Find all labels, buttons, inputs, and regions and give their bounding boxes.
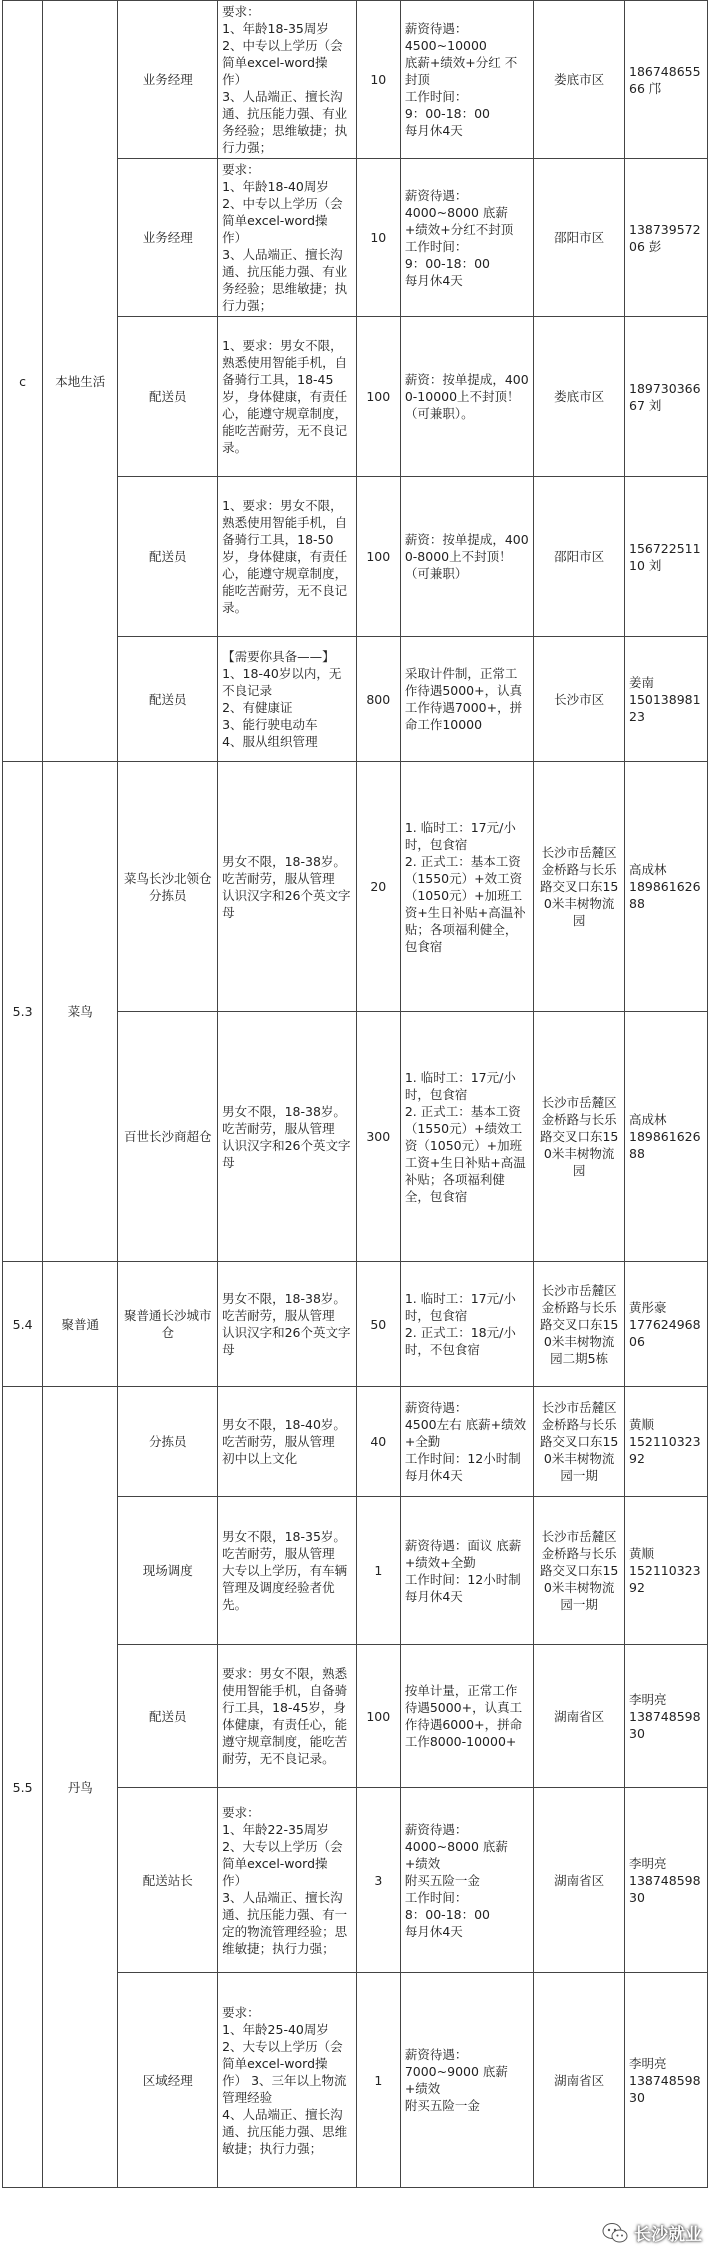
job-position: 配送员 [118, 637, 218, 762]
job-requirements: 要求： 1、年龄22-35周岁 2、大专以上学历（会简单excel-word操作） 3、人品端正、擅长沟通、抗压能力强、有一定的物流管理经验；思维敏捷；执行力强； [218, 1788, 357, 1973]
job-pay: 薪资：按单提成，4000-8000上不封顶！（可兼职） [400, 477, 533, 637]
job-count: 100 [356, 477, 400, 637]
watermark [602, 2220, 702, 2245]
job-location: 长沙市岳麓区金桥路与长乐路交叉口东150米丰树物流园 [534, 762, 625, 1012]
company-name: 丹鸟 [43, 1387, 118, 2188]
job-requirements: 要求： 1、年龄18-40周岁 2、中专以上学历（会简单excel-word操作） 3、人品端正、擅长沟通、抗压能力强、有业务经验；思维敏捷；执行力强； [218, 159, 357, 317]
job-count: 300 [356, 1012, 400, 1262]
job-contact: 18973036667 刘 [625, 317, 708, 477]
job-count: 800 [356, 637, 400, 762]
jobs-table [2, 0, 708, 2188]
job-requirements: 要求： 1、年龄18-35周岁 2、中专以上学历（会简单excel-word操作） 3、人品端正、擅长沟通、抗压能力强、有业务经验；思维敏捷；执行力强； [218, 1, 357, 159]
job-pay: 采取计件制，正常工作待遇5000+，认真工作待遇7000+，拼命工作10000 [400, 637, 533, 762]
job-requirements: 男女不限，18-38岁。 吃苦耐劳，服从管理 认识汉字和26个英文字母 [218, 1262, 357, 1387]
job-contact: 李明亮 13874859830 [625, 1973, 708, 2188]
job-requirements: 【需要你具备——】 1、18-40岁以内，无不良记录 2、有健康证 3、能行驶电动车 4、服从组织管理 [218, 637, 357, 762]
job-contact: 姜南 15013898123 [625, 637, 708, 762]
job-position: 聚普通长沙城市仓 [118, 1262, 218, 1387]
job-count: 50 [356, 1262, 400, 1387]
job-pay: 按单计量，正常工作待遇5000+，认真工作待遇6000+，拼命工作8000-10000+ [400, 1645, 533, 1788]
job-contact: 黄彤豪 17762496806 [625, 1262, 708, 1387]
company-name: 本地生活 [43, 1, 118, 762]
job-contact: 18674865566 邝 [625, 1, 708, 159]
wechat-icon [602, 2222, 628, 2244]
job-pay: 薪资：按单提成，4000-10000上不封顶！（可兼职）。 [400, 317, 533, 477]
job-pay: 薪资待遇： 4000~8000 底薪+绩效 附买五险一金 工作时间： 8：00-18：00 每月休4天 [400, 1788, 533, 1973]
job-contact: 黄顺 15211032392 [625, 1497, 708, 1645]
job-pay: 1. 临时工：17元/小时，包食宿 2. 正式工：基本工资（1550元）+效工资（1050元）+加班工资+生日补贴+高温补贴；各项福利健全，包食宿 [400, 762, 533, 1012]
job-contact: 高成林 18986162688 [625, 1012, 708, 1262]
job-count: 100 [356, 1645, 400, 1788]
table-row [3, 1262, 708, 1387]
company-name: 聚普通 [43, 1262, 118, 1387]
job-pay: 1. 临时工：17元/小时，包食宿 2. 正式工：基本工资（1550元）+绩效工资（1050元）+加班工资+生日补贴+高温补贴；各项福利健全，包食宿 [400, 1012, 533, 1262]
job-position: 区域经理 [118, 1973, 218, 2188]
job-requirements: 男女不限，18-35岁。 吃苦耐劳，服从管理 大专以上学历，有车辆管理及调度经验者优先。 [218, 1497, 357, 1645]
group-seq: 5.5 [3, 1387, 43, 2188]
table-row [3, 762, 708, 1012]
job-count: 1 [356, 1973, 400, 2188]
job-requirements: 要求： 1、年龄25-40周岁 2、大专以上学历（会简单excel-word操作） 3、三年以上物流管理经验 4、人品端正、擅长沟通、抗压能力强、思维敏捷；执行力强； [218, 1973, 357, 2188]
job-position: 业务经理 [118, 159, 218, 317]
job-location: 娄底市区 [534, 1, 625, 159]
job-contact: 13873957206 彭 [625, 159, 708, 317]
job-count: 10 [356, 159, 400, 317]
job-pay: 薪资待遇： 4000~8000 底薪+绩效+分红不封顶 工作时间： 9：00-18：00 每月休4天 [400, 159, 533, 317]
job-location: 邵阳市区 [534, 159, 625, 317]
job-count: 100 [356, 317, 400, 477]
job-position: 配送员 [118, 1645, 218, 1788]
job-requirements: 1、要求：男女不限，熟悉使用智能手机，自备骑行工具，18-45岁，身体健康，有责任心，能遵守规章制度，能吃苦耐劳，无不良记录。 [218, 317, 357, 477]
job-count: 40 [356, 1387, 400, 1497]
job-position: 业务经理 [118, 1, 218, 159]
job-contact: 黄顺 15211032392 [625, 1387, 708, 1497]
job-contact: 李明亮 13874859830 [625, 1788, 708, 1973]
job-count: 3 [356, 1788, 400, 1973]
job-location: 长沙市岳麓区金桥路与长乐路交叉口东150米丰树物流园一期 [534, 1387, 625, 1497]
job-pay: 薪资待遇：面议 底薪+绩效+全勤 工作时间：12小时制 每月休4天 [400, 1497, 533, 1645]
company-name: 菜鸟 [43, 762, 118, 1262]
job-position: 配送站长 [118, 1788, 218, 1973]
job-count: 1 [356, 1497, 400, 1645]
job-pay: 1. 临时工：17元/小时，包食宿 2. 正式工：18元/小时，不包食宿 [400, 1262, 533, 1387]
job-location: 长沙市岳麓区金桥路与长乐路交叉口东150米丰树物流园一期 [534, 1497, 625, 1645]
job-position: 现场调度 [118, 1497, 218, 1645]
job-contact: 李明亮 13874859830 [625, 1645, 708, 1788]
job-pay: 薪资待遇： 4500~10000 底薪+绩效+分红 不封顶 工作时间： 9：00-18：00 每月休4天 [400, 1, 533, 159]
group-seq: 5.3 [3, 762, 43, 1262]
table-row [3, 1, 708, 159]
job-position: 分拣员 [118, 1387, 218, 1497]
job-location: 长沙市岳麓区金桥路与长乐路交叉口东150米丰树物流园二期5栋 [534, 1262, 625, 1387]
job-position: 配送员 [118, 477, 218, 637]
job-count: 10 [356, 1, 400, 159]
job-contact: 高成林 18986162688 [625, 762, 708, 1012]
job-location: 湖南省区 [534, 1973, 625, 2188]
job-location: 湖南省区 [534, 1788, 625, 1973]
job-requirements: 1、要求：男女不限，熟悉使用智能手机，自备骑行工具，18-50岁，身体健康，有责任心，能遵守规章制度，能吃苦耐劳，无不良记录。 [218, 477, 357, 637]
job-contact: 15672251110 刘 [625, 477, 708, 637]
job-position: 百世长沙商超仓 [118, 1012, 218, 1262]
job-position: 菜鸟长沙北领仓分拣员 [118, 762, 218, 1012]
job-requirements: 男女不限，18-38岁。 吃苦耐劳，服从管理 认识汉字和26个英文字母 [218, 762, 357, 1012]
watermark-text: 长沙就业 [634, 2225, 702, 2245]
job-location: 长沙市岳麓区金桥路与长乐路交叉口东150米丰树物流园 [534, 1012, 625, 1262]
job-requirements: 要求：男女不限，熟悉使用智能手机，自备骑行工具，18-45岁，身体健康，有责任心，能遵守规章制度，能吃苦耐劳，无不良记录。 [218, 1645, 357, 1788]
table-row [3, 1387, 708, 1497]
job-requirements: 男女不限，18-38岁。 吃苦耐劳，服从管理 认识汉字和26个英文字母 [218, 1012, 357, 1262]
job-count: 20 [356, 762, 400, 1012]
job-location: 湖南省区 [534, 1645, 625, 1788]
group-seq: 5.4 [3, 1262, 43, 1387]
job-location: 邵阳市区 [534, 477, 625, 637]
job-pay: 薪资待遇： 4500左右 底薪+绩效+全勤 工作时间：12小时制 每月休4天 [400, 1387, 533, 1497]
job-location: 娄底市区 [534, 317, 625, 477]
job-requirements: 男女不限，18-40岁。 吃苦耐劳，服从管理 初中以上文化 [218, 1387, 357, 1497]
group-seq: c [3, 1, 43, 762]
job-position: 配送员 [118, 317, 218, 477]
job-location: 长沙市区 [534, 637, 625, 762]
job-pay: 薪资待遇： 7000~9000 底薪+绩效 附买五险一金 [400, 1973, 533, 2188]
